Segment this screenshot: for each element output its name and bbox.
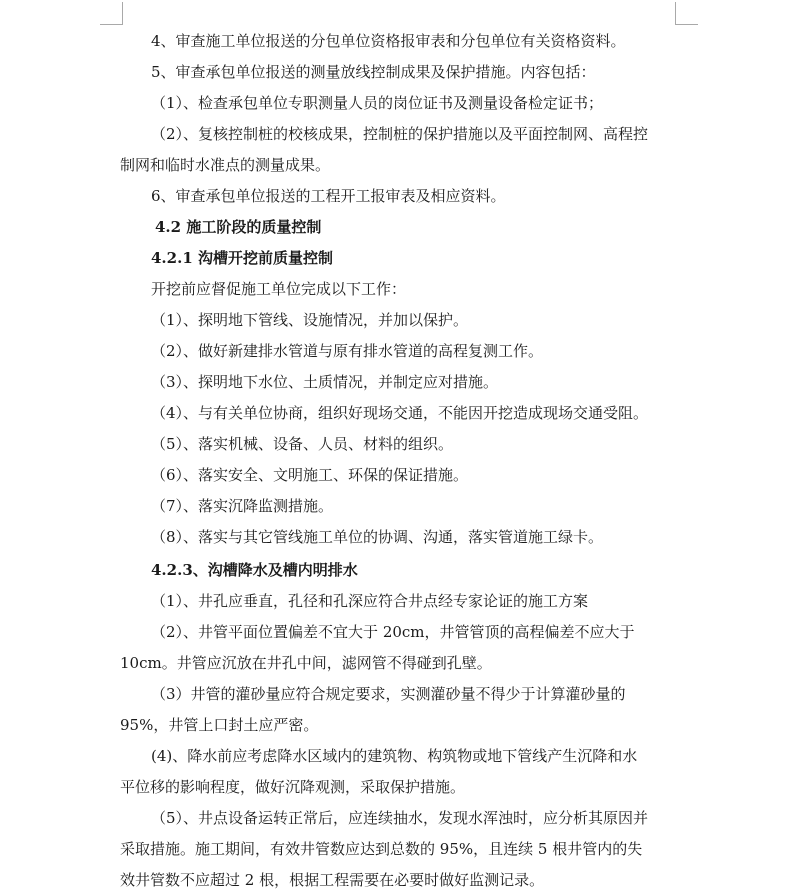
dewatering-item-4-cont: 平位移的影响程度，做好沉降观测，采取保护措施。 [120, 778, 466, 796]
list-item-6: （6）、落实安全、文明施工、环保的保证措施。 [151, 466, 469, 484]
list-item-4: （4）、与有关单位协商，组织好现场交通，不能因开挖造成现场交通受阻。 [151, 404, 649, 422]
list-item-1: （1）、探明地下管线、设施情况，并加以保护。 [151, 311, 469, 329]
dewatering-item-2-cont: 10cm。井管应沉放在井孔中间，滤网管不得碰到孔壁。 [120, 654, 492, 672]
item-5-text: 5、审查承包单位报送的测量放线控制成果及保护措施。内容包括： [151, 63, 596, 81]
list-item-2: （2）、做好新建排水管道与原有排水管道的高程复测工作。 [151, 342, 544, 360]
dewatering-item-5-cont: 采取措施。施工期间，有效井管数应达到总数的 95%，且连续 5 根井管内的失 [120, 840, 643, 858]
list-item-8: （8）、落实与其它管线施工单位的协调、沟通，落实管道施工绿卡。 [151, 528, 604, 546]
dewatering-item-3: （3）井管的灌砂量应符合规定要求，实测灌砂量不得少于计算灌砂量的 [151, 685, 626, 703]
dewatering-item-5-cont-2: 效井管数不应超过 2 根，根据工程需要在必要时做好监测记录。 [120, 871, 545, 889]
dewatering-item-3-cont: 95%，井管上口封土应严密。 [120, 716, 319, 734]
section-heading-4-2: 4.2 施工阶段的质量控制 [155, 218, 322, 236]
item-5-2-text: （2）、复核控制桩的校核成果，控制桩的保护措施以及平面控制网、高程控 [151, 125, 649, 143]
margin-corner-top-left [100, 2, 123, 25]
list-item-7: （7）、落实沉降监测措施。 [151, 497, 334, 515]
dewatering-item-4: (4)、降水前应考虑降水区域内的建筑物、构筑物或地下管线产生沉降和水 [151, 747, 638, 765]
item-5-2-text-cont: 制网和临时水准点的测量成果。 [120, 156, 331, 174]
dewatering-item-5: （5）、井点设备运转正常后，应连续抽水，发现水浑浊时，应分析其原因并 [151, 809, 649, 827]
section-heading-4-2-3: 4.2.3、沟槽降水及槽内明排水 [151, 561, 358, 579]
margin-corner-top-right [675, 2, 698, 25]
item-6-text: 6、审查承包单位报送的工程开工报审表及相应资料。 [151, 187, 506, 205]
section-heading-4-2-1: 4.2.1 沟槽开挖前质量控制 [151, 249, 333, 267]
dewatering-item-1: （1）、井孔应垂直，孔径和孔深应符合井点经专家论证的施工方案 [151, 592, 589, 610]
list-item-5: （5）、落实机械、设备、人员、材料的组织。 [151, 435, 454, 453]
intro-text: 开挖前应督促施工单位完成以下工作： [151, 280, 407, 298]
item-5-1-text: （1）、检查承包单位专职测量人员的岗位证书及测量设备检定证书； [151, 94, 604, 112]
list-item-3: （3）、探明地下水位、土质情况，并制定应对措施。 [151, 373, 499, 391]
item-4-text: 4、审查施工单位报送的分包单位资格报审表和分包单位有关资格资料。 [151, 32, 626, 50]
dewatering-item-2: （2）、井管平面位置偏差不宜大于 20cm，井管管顶的高程偏差不应大于 [151, 623, 635, 641]
